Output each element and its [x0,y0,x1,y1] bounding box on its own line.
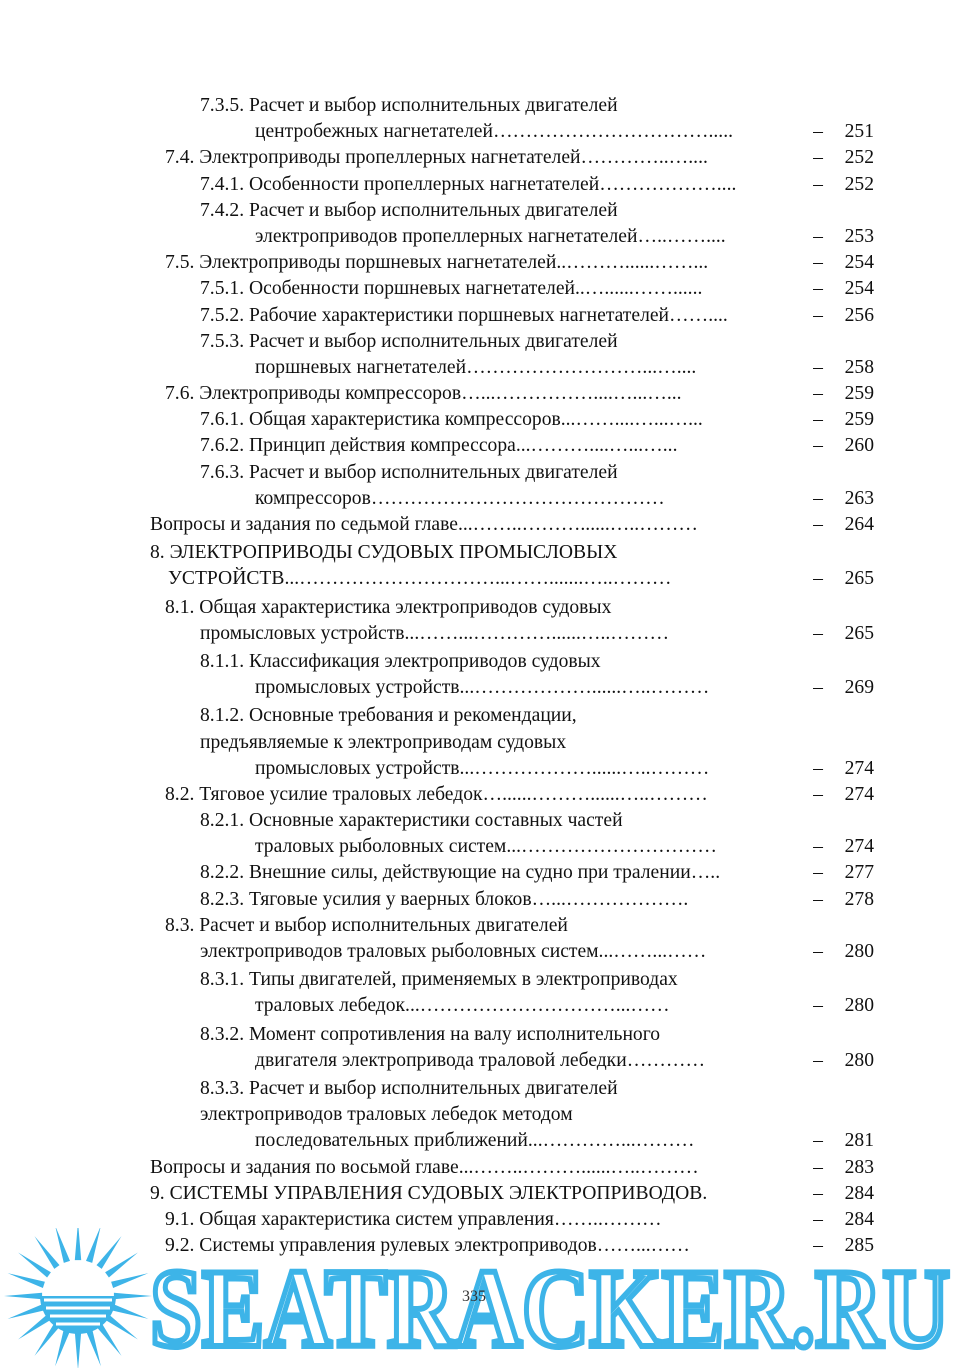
toc-line [0,540,966,566]
toc-line [0,782,966,808]
toc-dash: – [813,941,823,962]
toc-text: 7.4. Электроприводы пропеллерных нагнетателей…………..….... [165,147,708,169]
toc-line [0,887,966,913]
toc-page-number: 284 [844,1208,874,1230]
toc-entry[interactable] [0,649,966,701]
toc-line [0,1181,966,1207]
toc-line [0,276,966,302]
toc-line [0,967,966,993]
toc-text: промысловых устройств...………………......…..……… [255,677,710,699]
toc-dash: – [813,225,823,247]
toc-dash: – [813,435,823,457]
toc-text: 7.5. Электроприводы поршневых нагнетателей..………......……... [165,252,709,274]
toc-line [0,808,966,834]
toc-line [0,172,966,198]
sun-ray [35,1323,60,1356]
toc-text: 7.6.2. Принцип действия компрессора...………....…...…... [200,435,678,457]
toc-text: 7.6.1. Общая характеристика компрессоров...……....…...…... [200,409,703,431]
toc-line [0,566,966,592]
toc-entry[interactable] [0,329,966,381]
toc-text: 8.1.1. Классификация электроприводов судовых [200,650,601,672]
sun-ray [35,1236,60,1269]
toc-text: 8.2.2. Внешние силы, действующие на судно при тралении….. [200,862,721,884]
sun-ray [8,1273,45,1288]
toc-text: 9.2. Системы управления рулевых электроприводов……...…… [165,1235,690,1257]
toc-line [0,355,966,381]
toc-page-number: 278 [844,888,874,910]
toc-entry[interactable] [0,595,966,647]
toc-entry[interactable] [0,276,966,302]
toc-entry[interactable] [0,433,966,459]
toc-line [0,433,966,459]
toc-line [0,486,966,512]
toc-dash: – [813,173,823,195]
toc-text: 8.3.1. Типы двигателей, применяемых в электроприводах [200,969,678,991]
toc-page-number: 264 [844,514,874,535]
toc-page-number: 285 [844,1235,874,1257]
toc-page-number: 254 [844,252,874,274]
toc-text: 8.3.2. Момент сопротивления на валу исполнительного [200,1023,661,1045]
sun-ray [18,1253,51,1278]
toc-page-number: 269 [844,677,874,699]
toc-line [0,730,966,756]
toc-line [0,1022,966,1048]
toc-text: 8.2. Тяговое усилие траловых лебедок…......………......…..……… [165,783,708,805]
sun-ray [75,1332,81,1368]
toc-entry[interactable] [0,145,966,171]
sun-ray [75,1228,81,1260]
toc-line [0,198,966,224]
toc-text: УСТРОЙСТВ...…………………………...…….......…..……… [168,568,672,590]
toc-line [0,303,966,329]
toc-entry[interactable] [0,172,966,198]
toc-text: электроприводов траловых лебедок методом [200,1104,573,1126]
sun-ray [18,1315,51,1340]
toc-dash: – [813,862,823,884]
toc-text: 8.3. Расчет и выбор исполнительных двигателей [165,914,568,936]
toc-dash: – [813,757,823,779]
toc-page-number: 283 [844,1156,874,1178]
toc-line [0,1102,966,1128]
toc-text: 7.5.1. Особенности поршневых нагнетателей..…......……...... [200,278,703,300]
toc-line [0,512,966,538]
toc-dash: – [813,278,823,300]
toc-line [0,145,966,171]
toc-text: 9. СИСТЕМЫ УПРАВЛЕНИЯ СУДОВЫХ ЭЛЕКТРОПРИВОДОВ. [150,1182,708,1204]
toc-line [0,703,966,729]
toc-dash: – [813,1235,823,1257]
toc-dash: – [813,304,823,326]
page-number: 335 [462,1288,486,1305]
toc-entry[interactable] [0,198,966,250]
toc-text: 7.5.2. Рабочие характеристики поршневых нагнетателей…….... [200,304,728,326]
toc-entry[interactable] [0,1076,966,1155]
toc-text: электроприводов траловых рыболовных систем...……...…… [200,941,707,962]
toc-page-number: 274 [844,836,874,858]
sun-ray [114,1293,152,1299]
toc-dash: – [813,1130,823,1152]
toc-text: последовательных приближений...…………...……… [255,1130,695,1152]
toc-text: 7.4.1. Особенности пропеллерных нагнетателей……………….... [200,173,737,195]
toc-line [0,756,966,782]
toc-line [0,621,966,647]
sun-ray [8,1304,45,1319]
toc-dash: – [813,409,823,431]
toc-entry[interactable] [0,860,966,886]
sun-ray [111,1304,148,1319]
toc-page-number: 280 [844,1049,874,1071]
sun-ray [97,1323,122,1356]
toc-text: 9.1. Общая характеристика систем управления……..……… [165,1208,662,1230]
toc-page-number: 256 [844,304,874,326]
toc-page-number: 252 [844,173,874,195]
toc-line [0,407,966,433]
toc-page-number: 259 [844,383,874,405]
toc-dash: – [813,1049,823,1071]
toc-text: траловых рыболовных систем...………………………… [255,836,717,858]
toc-entry[interactable] [0,250,966,276]
toc-entry[interactable] [0,381,966,407]
toc-entry[interactable] [0,967,966,1019]
toc-text: 7.3.5. Расчет и выбор исполнительных двигателей [200,95,618,116]
watermark-text: SEATRACKER.RU [150,1247,950,1368]
toc-page-number: 284 [844,1182,874,1204]
toc-dash: – [813,356,823,378]
toc-dash: – [813,514,823,535]
toc-entry[interactable] [0,407,966,433]
toc-text: 7.6.3. Расчет и выбор исполнительных двигателей [200,461,618,483]
toc-page-number: 277 [844,862,874,884]
toc-text: центробежных нагнетателей……………………………..... [255,121,733,143]
toc-dash: – [813,1156,823,1178]
toc-entry[interactable] [0,887,966,913]
sun-icon [4,1228,152,1368]
toc-entry[interactable] [0,512,966,538]
toc-line [0,939,966,965]
toc-line [0,834,966,860]
toc-text: предъявляемые к электроприводам судовых [200,731,567,753]
toc-line [0,1128,966,1154]
toc-dash: – [813,1182,823,1204]
toc-page-number: 280 [844,995,874,1017]
toc-page-number: 265 [844,568,874,590]
toc-dash: – [813,995,823,1017]
toc-entry[interactable] [0,913,966,965]
toc-entry[interactable] [0,460,966,512]
toc-line [0,1048,966,1074]
toc-line [0,381,966,407]
toc-text: 8. ЭЛЕКТРОПРИВОДЫ СУДОВЫХ ПРОМЫСЛОВЫХ [150,542,618,564]
table-of-contents [0,93,966,1259]
toc-text: траловых лебедок...…………………………...…… [255,995,670,1017]
toc-line [0,649,966,675]
toc-line [0,675,966,701]
toc-line [0,993,966,1019]
toc-dash: – [813,1208,823,1230]
toc-text: 7.5.3. Расчет и выбор исполнительных двигателей [200,330,618,352]
toc-text: Вопросы и задания по седьмой главе...……..………......…..……… [150,514,698,535]
toc-dash: – [813,622,823,644]
toc-line [0,1155,966,1181]
toc-dash: – [813,147,823,169]
toc-dash: – [813,121,823,143]
toc-page-number: 259 [844,409,874,431]
toc-text: промысловых устройств...………………......…..……… [255,757,710,779]
sun-ray [4,1293,42,1299]
toc-page-number: 254 [844,278,874,300]
toc-page-number: 274 [844,757,874,779]
toc-entry[interactable] [0,782,966,808]
toc-dash: – [813,383,823,405]
toc-page-number: 265 [844,622,874,644]
sun-ray [105,1253,138,1278]
sun-ray [105,1315,138,1340]
sun-ray [55,1228,70,1263]
toc-text: электроприводов пропеллерных нагнетателей…..…….... [255,225,726,247]
toc-line [0,595,966,621]
toc-line [0,224,966,250]
sun-ray [55,1329,70,1366]
sun-ray [86,1329,101,1366]
toc-text: 8.3.3. Расчет и выбор исполнительных двигателей [200,1077,618,1099]
toc-text: 8.1. Общая характеристика электроприводов судовых [165,596,612,618]
toc-line [0,860,966,886]
toc-entry[interactable] [0,303,966,329]
toc-page-number: 253 [844,225,874,247]
toc-line [0,329,966,355]
toc-entry[interactable] [0,808,966,860]
toc-entry[interactable] [0,1181,966,1207]
sun-ray [86,1228,101,1263]
toc-page-number: 251 [844,121,874,143]
toc-text: 7.6. Электроприводы компрессоров…...……………....…...…... [165,383,682,405]
toc-entry[interactable] [0,93,966,145]
toc-text: 8.1.2. Основные требования и рекомендации, [200,705,577,727]
toc-page-number: 274 [844,783,874,805]
toc-text: поршневых нагнетателей………………………...….... [255,356,697,378]
toc-line [0,250,966,276]
toc-page-number: 252 [844,147,874,169]
toc-page-number: 280 [844,941,874,962]
toc-dash: – [813,836,823,858]
toc-dash: – [813,568,823,590]
sun-ray [111,1273,148,1288]
toc-text: Вопросы и задания по восьмой главе...……..………......…..……… [150,1156,699,1178]
toc-line [0,119,966,145]
toc-text: промысловых устройств...……...…………......…..……… [200,622,670,644]
toc-page-number: 260 [844,435,874,457]
toc-page-number: 263 [844,487,874,509]
toc-text: 8.2.3. Тяговые усилия у ваерных блоков…...………………. [200,888,689,910]
toc-entry[interactable] [0,703,966,782]
toc-line [0,460,966,486]
toc-dash: – [813,783,823,805]
toc-text: двигателя электропривода траловой лебедки………… [255,1049,706,1071]
toc-dash: – [813,252,823,274]
toc-text: 8.2.1. Основные характеристики составных частей [200,810,623,832]
toc-entry[interactable] [0,540,966,592]
toc-dash: – [813,677,823,699]
toc-text: компрессоров……………………………………… [255,487,665,509]
toc-page-number: 258 [844,356,874,378]
toc-page-number: 281 [844,1130,874,1152]
sun-ray [97,1236,122,1269]
toc-dash: – [813,487,823,509]
toc-entry[interactable] [0,1022,966,1074]
toc-line [0,93,966,119]
toc-line [0,913,966,939]
toc-text: 7.4.2. Расчет и выбор исполнительных двигателей [200,199,618,221]
toc-entry[interactable] [0,1155,966,1181]
toc-dash: – [813,888,823,910]
toc-line [0,1076,966,1102]
